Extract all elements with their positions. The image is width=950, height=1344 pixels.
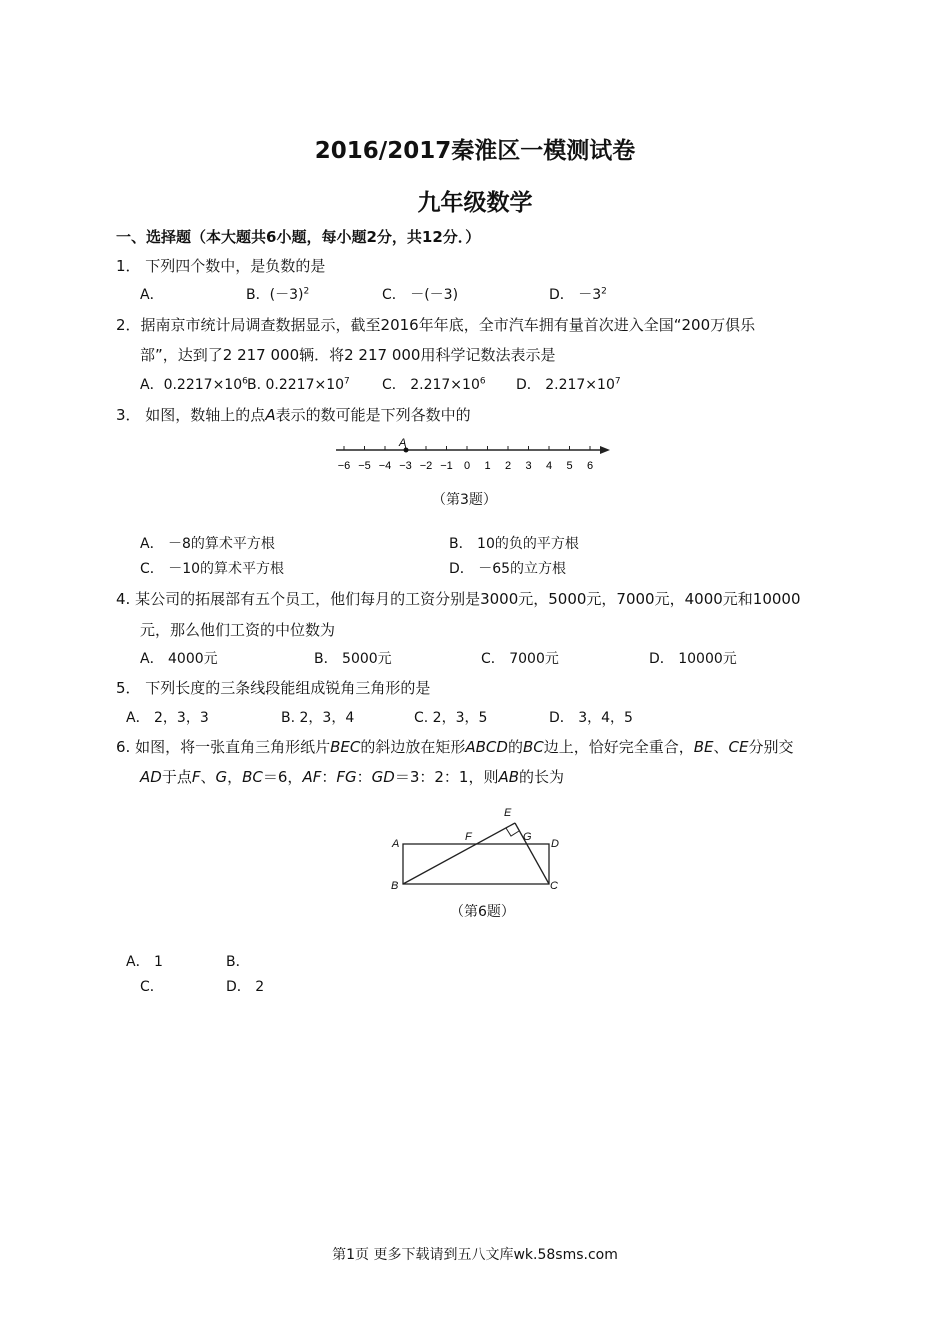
q4-option-b: B． 5000元 — [314, 651, 392, 667]
q3-figure-caption: （第3题） — [432, 492, 497, 508]
q2-option-c: C． $2.217\times 10^6$ — [382, 376, 486, 393]
segment-ec — [515, 823, 549, 884]
q3-option-c: C． －10的算术平方根 — [140, 561, 285, 577]
number-line-tick-label: −3 — [399, 460, 412, 472]
number-line-tick-label: −1 — [440, 460, 453, 472]
q1-option-c: C． －(－3) — [382, 287, 459, 303]
rectangle-abcd — [403, 844, 549, 884]
number-line-tick-label: 6 — [586, 460, 594, 472]
q1-option-b: B．$(-3)^2$ — [246, 286, 310, 303]
number-line-arrow — [600, 446, 610, 454]
q6-option-b: B． — [226, 954, 250, 970]
q5-option-b: B. 2，3，4 — [281, 710, 355, 726]
label-f: F — [465, 831, 472, 843]
page-title: 2016/2017秦淮区一模测试卷 — [314, 138, 636, 164]
q3-option-d: D． －65的立方根 — [449, 561, 567, 577]
number-line-tick-label: 4 — [545, 460, 553, 472]
q4-stem-line1: 4. 某公司的拓展部有五个员工，他们每月的工资分别是3000元，5000元，7000元，4000元和10000 — [116, 590, 801, 608]
number-line-tick-label: 2 — [504, 460, 512, 472]
label-g: G — [523, 831, 532, 843]
q6-stem-line1: 6. 如图，将一张直角三角形纸片BEC的斜边放在矩形ABCD的BC边上，恰好完全重合，BE、CE分别交 — [116, 738, 794, 756]
q2-option-d: D． $2.217\times 10^7$ — [516, 376, 621, 393]
number-line-figure — [330, 432, 620, 482]
q4-stem-line2: 元，那么他们工资的中位数为 — [140, 621, 336, 639]
page-footer: 第1页 更多下载请到五八文库wk.58sms.com — [332, 1247, 618, 1263]
q1-stem: 1． 下列四个数中，是负数的是 — [116, 257, 326, 275]
q6-option-c: C． — [140, 979, 164, 995]
number-line-tick-label: 0 — [463, 460, 471, 472]
label-a: A — [392, 838, 400, 850]
q1-option-a: A． — [140, 287, 164, 303]
q4-option-d: D． 10000元 — [649, 651, 737, 667]
q2-stem-line2: 部”，达到了2 217 000辆．将2 217 000用科学记数法表示是 — [140, 346, 556, 364]
q5-stem: 5． 下列长度的三条线段能组成锐角三角形的是 — [116, 679, 431, 697]
number-line-tick-label: 3 — [525, 460, 532, 472]
q5-option-a: A． 2，3，3 — [126, 710, 209, 726]
q3-stem: 3． 如图，数轴上的点A表示的数可能是下列各数中的 — [116, 406, 471, 424]
q6-figure-caption: （第6题） — [450, 904, 515, 920]
number-line-tick-label: −5 — [358, 460, 371, 472]
number-line-tick-label: 1 — [484, 460, 491, 472]
number-line-tick-label: −2 — [419, 460, 433, 472]
q5-option-d: D． 3，4，5 — [549, 710, 633, 726]
segment-be — [403, 823, 515, 884]
label-b: B — [391, 880, 399, 892]
q4-option-a: A． 4000元 — [140, 651, 218, 667]
q2-option-b: B. $0.2217\times 10^7$ — [247, 376, 350, 393]
number-line-tick-label: 5 — [566, 460, 573, 472]
q6-stem-line2: AD于点F、G，BC＝6，AF：FG：GD＝3：2：1，则AB的长为 — [140, 768, 565, 786]
number-line-tick-label: −4 — [378, 460, 392, 472]
point-a-label: A — [399, 437, 407, 449]
label-e: E — [504, 807, 512, 819]
q6-option-a: A． 1 — [126, 954, 163, 970]
label-d: D — [551, 838, 559, 850]
q4-option-c: C． 7000元 — [481, 651, 559, 667]
q2-stem-line1: 2．据南京市统计局调查数据显示，截至2016年年底，全市汽车拥有量首次进入全国“200万俱乐 — [116, 316, 756, 334]
q6-option-d: D． 2 — [226, 979, 265, 995]
rectangle-triangle-figure — [385, 800, 575, 895]
label-c: C — [550, 880, 558, 892]
page-subtitle: 九年级数学 — [417, 190, 533, 216]
right-angle-mark — [506, 828, 519, 836]
q5-option-c: C. 2，3，5 — [414, 710, 488, 726]
section-heading: 一、选择题（本大题共6小题，每小题2分，共12分．） — [116, 228, 481, 246]
number-line-tick-label: −6 — [337, 460, 351, 472]
q3-option-b: B． 10的负的平方根 — [449, 536, 579, 552]
q2-option-a: A．$0.2217\times 10^6$ — [140, 376, 248, 393]
q1-option-d: D． $-3^2$ — [549, 286, 607, 303]
q3-option-a: A． －8的算术平方根 — [140, 536, 275, 552]
